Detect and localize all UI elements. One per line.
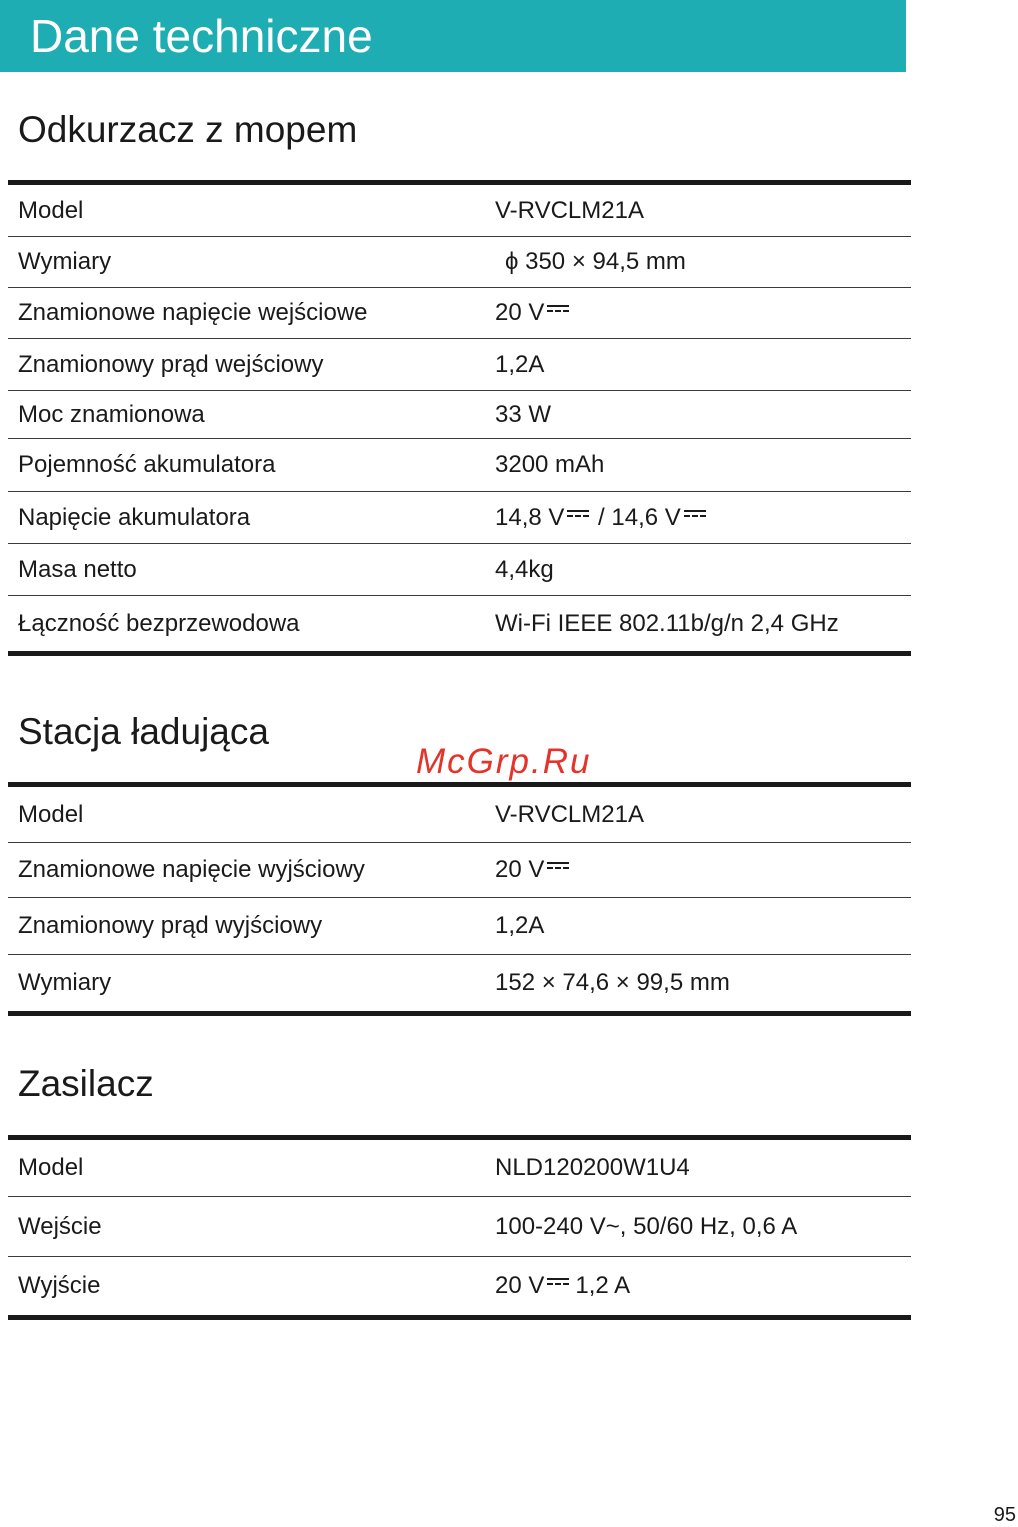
section-title-station: Stacja ładująca [18, 711, 269, 752]
table-row [8, 492, 911, 544]
section-title-vacuum: Odkurzacz z mopem [18, 109, 358, 150]
spec-value: 152 × 74,6 × 99,5 mm [495, 969, 730, 996]
table-row [8, 1197, 911, 1257]
dc-current-icon [547, 861, 569, 871]
spec-label: Znamionowy prąd wyjściowy [18, 912, 323, 939]
table-row [8, 391, 911, 439]
spec-value-text: 14,8 V [495, 503, 565, 531]
spec-table-adapter [8, 1135, 911, 1320]
spec-value-text: 1,2 A [575, 1272, 631, 1299]
spec-label: Moc znamionowa [18, 400, 205, 428]
spec-value-separator: / [591, 503, 612, 531]
spec-value [495, 492, 708, 543]
spec-label: Znamionowe napięcie wejściowe [18, 299, 368, 326]
spec-value: 33 W [495, 400, 552, 428]
spec-label: Wymiary [18, 969, 112, 996]
table-row [8, 787, 911, 843]
spec-value: V-RVCLM21A [495, 800, 644, 828]
table-row [8, 237, 911, 288]
spec-table-station [8, 782, 911, 1016]
page-number: 95 [993, 1504, 1016, 1526]
spec-label: Model [18, 1154, 84, 1181]
table-row [8, 1140, 911, 1197]
table-row [8, 288, 911, 339]
header-banner [0, 0, 906, 72]
spec-value: 4,4kg [495, 555, 554, 583]
table-row [8, 339, 911, 391]
dc-current-icon [547, 304, 569, 314]
spec-label: Wyjście [18, 1272, 101, 1299]
spec-label: Znamionowe napięcie wyjściowy [18, 856, 365, 883]
spec-label: Pojemność akumulatora [18, 451, 276, 478]
spec-value: 1,2A [495, 350, 545, 378]
watermark: McGrp.Ru [416, 742, 592, 781]
table-row [8, 1257, 911, 1315]
spec-label: Łączność bezprzewodowa [18, 609, 300, 637]
table-row [8, 439, 911, 492]
spec-value [495, 1257, 630, 1315]
dc-current-icon [684, 509, 706, 519]
spec-value-text: 14,6 V [611, 503, 681, 531]
spec-table-vacuum [8, 180, 911, 656]
spec-value-text: 20 V [495, 299, 545, 326]
spec-label: Model [18, 800, 84, 828]
dc-current-icon [567, 509, 589, 519]
spec-value: ϕ 350 × 94,5 mm [505, 248, 686, 275]
spec-value: 3200 mAh [495, 451, 605, 478]
spec-value-text: 20 V [495, 1272, 545, 1299]
table-row [8, 898, 911, 955]
spec-value-text: 20 V [495, 856, 545, 883]
spec-label: Masa netto [18, 555, 137, 583]
spec-value: NLD120200W1U4 [495, 1154, 690, 1181]
spec-value: Wi-Fi IEEE 802.11b/g/n 2,4 GHz [495, 609, 839, 637]
spec-label: Model [18, 196, 84, 224]
table-row [8, 843, 911, 898]
page-title: Dane techniczne [30, 10, 373, 62]
spec-label: Napięcie akumulatora [18, 503, 251, 531]
spec-value: 1,2A [495, 912, 545, 939]
table-row [8, 596, 911, 651]
dc-current-icon [547, 1277, 569, 1287]
spec-value: V-RVCLM21A [495, 196, 644, 224]
spec-label: Wymiary [18, 248, 112, 275]
spec-label: Znamionowy prąd wejściowy [18, 350, 324, 378]
table-row [8, 185, 911, 237]
table-row [8, 544, 911, 596]
spec-value [495, 843, 571, 897]
spec-value [495, 288, 571, 338]
table-row [8, 955, 911, 1011]
spec-label: Wejście [18, 1212, 102, 1240]
section-title-adapter: Zasilacz [18, 1063, 154, 1104]
spec-value: 100-240 V~, 50/60 Hz, 0,6 A [495, 1212, 798, 1240]
